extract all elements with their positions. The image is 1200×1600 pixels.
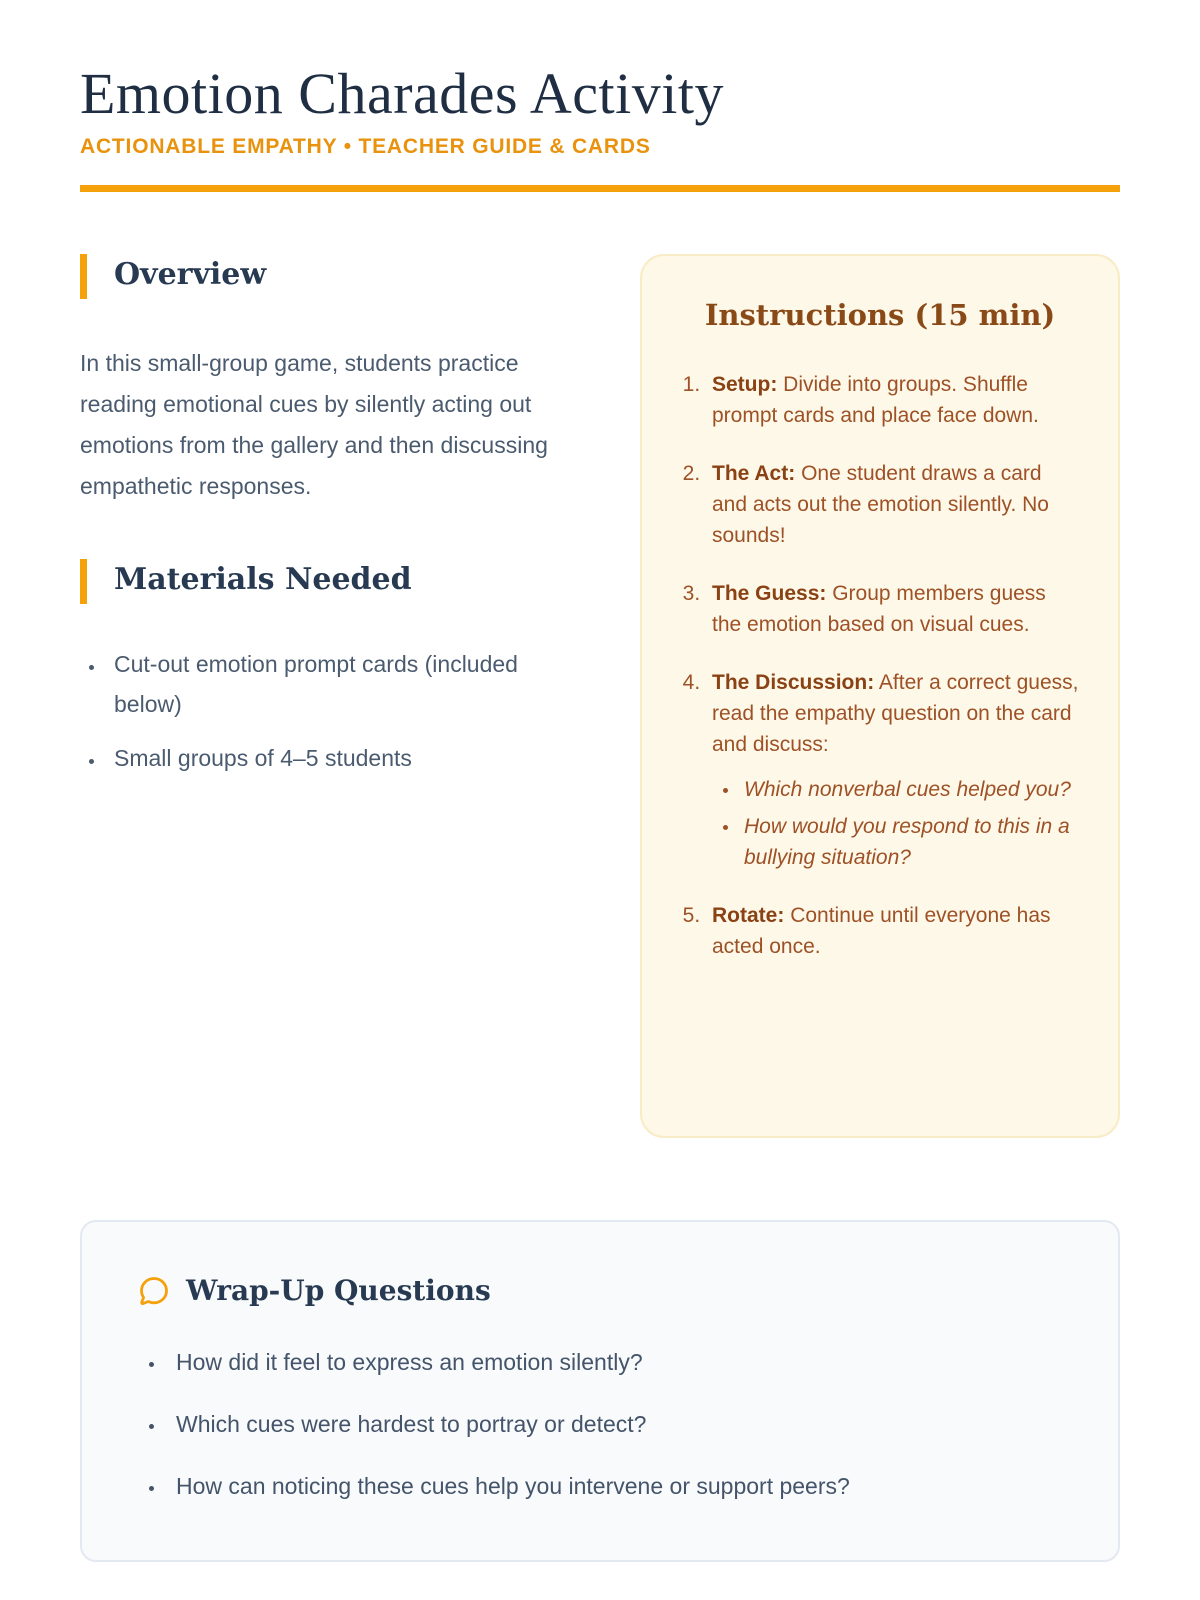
materials-section [80,559,600,778]
document-header [80,62,1120,192]
instructions-steps [680,369,1080,962]
step-text: After a correct guess, read the empathy question on the card and discuss: [712,670,1079,756]
accent-divider [80,185,1120,192]
step-label: The Act: [712,461,796,485]
step-label: Rotate: [712,903,785,927]
document-page [80,0,1120,1562]
materials-list [80,644,600,778]
list-item: • Which nonverbal cues helped you? [740,774,1080,805]
step-text: Divide into groups. Shuffle prompt cards and place face down. [712,372,1039,427]
step-text: One student draws a card and acts out the emotion silently. No sounds! [712,461,1049,547]
content-columns [80,254,1120,1138]
list-item: • Cut-out emotion prompt cards (included below) [106,644,556,724]
step-label: Setup: [712,372,778,396]
overview-section [80,254,600,507]
step-label: The Discussion: [712,670,875,694]
page-subtitle: ACTIONABLE EMPATHY • TEACHER GUIDE & CARDS [80,134,651,158]
list-item: • Which cues were hardest to portray or detect? [166,1408,1062,1441]
speech-bubble-icon [138,1275,170,1307]
step-label: The Guess: [712,581,827,605]
step-text: Continue until everyone has acted once. [712,903,1051,958]
wrapup-questions-list [138,1346,1062,1503]
instruction-step [706,667,1080,873]
wrapup-card [80,1220,1120,1562]
instruction-step [706,900,1080,962]
wrapup-heading: Wrap-Up Questions [186,1273,491,1307]
materials-heading: Materials Needed [80,559,600,604]
overview-paragraph: In this small-group game, students practice reading emotional cues by silently acting out emotions from the gallery and then discussing empathetic responses. [80,349,548,499]
step-text: Group members guess the emotion based on visual cues. [712,581,1046,636]
page-title: Emotion Charades Activity [80,61,724,126]
instruction-step [706,458,1080,551]
wrapup-header [138,1274,1062,1308]
instruction-step [706,369,1080,431]
list-item: • Small groups of 4–5 students [106,738,556,778]
left-column [80,254,600,792]
overview-heading: Overview [80,254,600,299]
instructions-card [640,254,1120,1138]
instruction-step [706,578,1080,640]
instructions-heading: Instructions (15 min) [704,297,1056,332]
discussion-sub-questions [712,774,1080,873]
list-item: • How would you respond to this in a bullying situation? [740,811,1080,873]
list-item: • How can noticing these cues help you intervene or support peers? [166,1470,1062,1503]
list-item: • How did it feel to express an emotion silently? [166,1346,1062,1379]
